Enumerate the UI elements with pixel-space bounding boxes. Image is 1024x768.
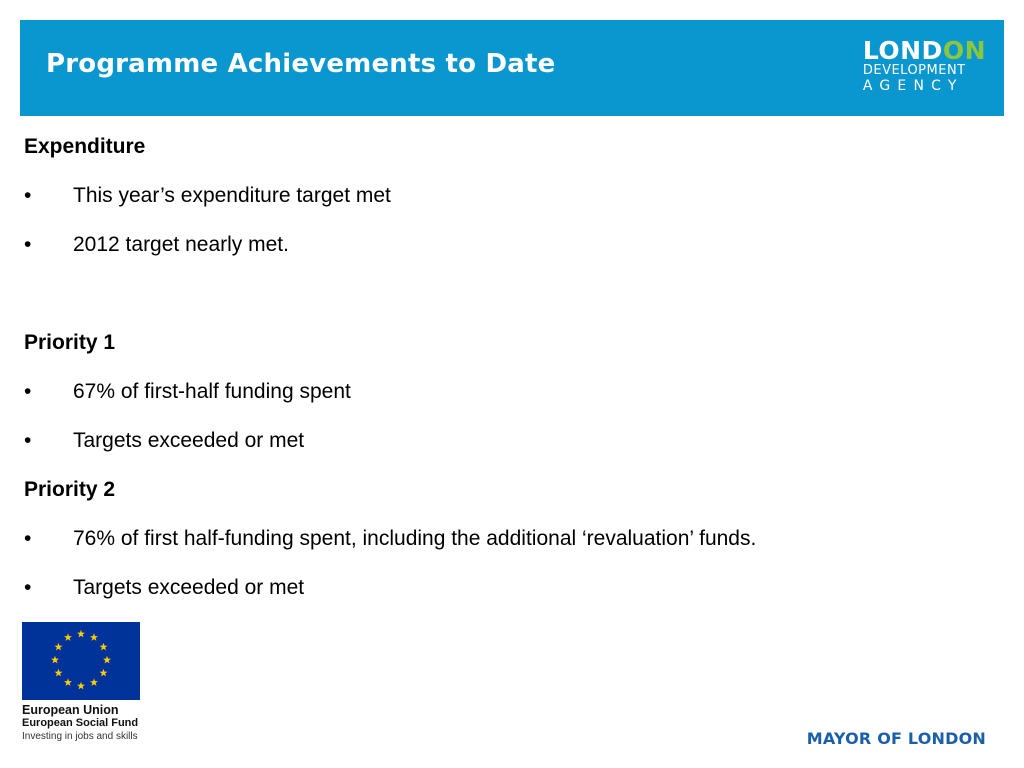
star-icon <box>64 633 72 641</box>
bullet-item <box>24 427 984 455</box>
star-icon <box>51 656 59 664</box>
section-priority-2 <box>24 476 984 602</box>
eu-stars-icon <box>22 622 140 700</box>
bullet-icon: • <box>24 429 32 452</box>
section-heading: Expenditure <box>24 135 146 158</box>
eu-tagline: Investing in jobs and skills <box>22 731 138 742</box>
bullet-text: 2012 target nearly met. <box>73 233 289 256</box>
eu-name: European Union <box>22 703 119 717</box>
bullet-text: This year’s expenditure target met <box>73 184 391 207</box>
star-icon <box>54 669 62 677</box>
section-spacer <box>24 280 984 329</box>
section-expenditure <box>24 133 984 259</box>
bullet-item <box>24 378 984 406</box>
bullet-icon: • <box>24 527 32 550</box>
section-priority-1 <box>24 329 984 455</box>
bullet-icon: • <box>24 233 32 256</box>
star-icon <box>103 656 111 664</box>
star-icon <box>77 682 85 690</box>
logo-line-agency: AGENCY <box>862 78 964 94</box>
star-icon <box>54 643 62 651</box>
title-banner <box>20 20 1004 116</box>
bullet-item <box>24 231 984 259</box>
london-development-agency-logo <box>863 38 986 95</box>
bullet-text: Targets exceeded or met <box>73 429 305 452</box>
eu-logo <box>22 622 152 743</box>
star-icon <box>100 643 108 651</box>
bullet-item <box>24 182 984 210</box>
logo-text-on: ON <box>942 36 986 65</box>
logo-line-london <box>863 38 986 63</box>
mayor-of-london-logo: MAYOR OF LONDON <box>806 729 986 748</box>
star-icon <box>64 678 72 686</box>
bullet-text: 76% of first half-funding spent, including the additional ‘revaluation’ funds. <box>73 527 757 550</box>
eu-flag-icon <box>22 622 140 700</box>
bullet-text: Targets exceeded or met <box>73 576 305 599</box>
eu-fund-name: European Social Fund <box>22 717 139 729</box>
page-title: Programme Achievements to Date <box>46 49 556 79</box>
bullet-item <box>24 574 984 602</box>
slide-content <box>24 133 984 623</box>
logo-text-lond: LOND <box>862 36 943 65</box>
star-icon <box>90 678 98 686</box>
star-icon <box>100 669 108 677</box>
bullet-text: 67% of first-half funding spent <box>73 380 351 403</box>
section-heading: Priority 2 <box>24 478 116 501</box>
bullet-icon: • <box>24 380 32 403</box>
bullet-icon: • <box>24 184 32 207</box>
star-icon <box>90 633 98 641</box>
bullet-icon: • <box>24 576 32 599</box>
star-icon <box>77 630 85 638</box>
logo-line-development: DEVELOPMENT <box>862 63 966 78</box>
bullet-item <box>24 525 984 553</box>
section-heading: Priority 1 <box>24 331 116 354</box>
